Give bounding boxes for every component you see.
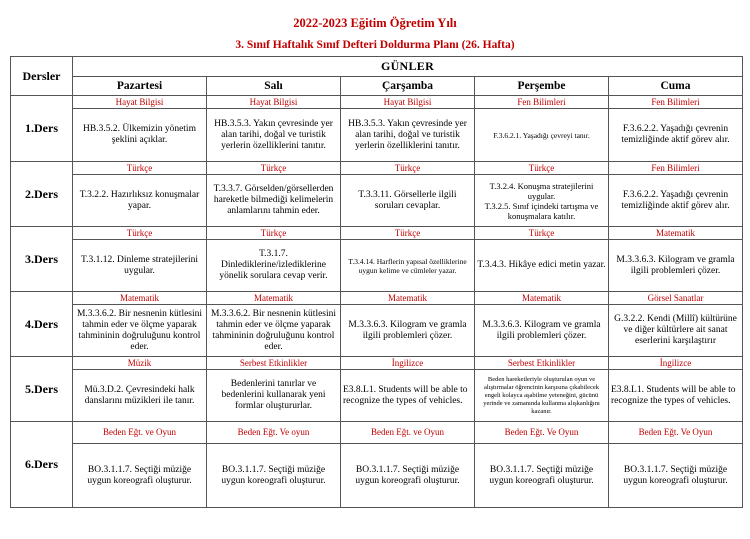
subject-label: Matematik: [207, 292, 341, 305]
lesson-label: 3.Ders: [11, 227, 73, 292]
subject-label: Serbest Etkinlikler: [475, 357, 609, 370]
lesson-label: 4.Ders: [11, 292, 73, 357]
lessons-header: Dersler: [11, 57, 73, 96]
outcome-text: E3.8.L1. Students will be able to recognize the types of vehicles.: [341, 370, 475, 422]
subject-label: Hayat Bilgisi: [207, 96, 341, 109]
subject-label: Beden Eğt. ve Oyun: [341, 422, 475, 444]
subject-label: İngilizce: [609, 357, 743, 370]
subject-label: Türkçe: [73, 162, 207, 175]
outcome-text: T.3.3.11. Görsellerle ilgili soruları cevaplar.: [341, 175, 475, 227]
outcome-text: F.3.6.2.2. Yaşadığı çevrenin temizliğinde aktif görev alır.: [609, 175, 743, 227]
outcome-text: M.3.3.6.2. Bir nesnenin kütlesini tahmin eder ve ölçme yaparak tahmininin doğruluğunu kontrol eder.: [73, 305, 207, 357]
subject-label: Matematik: [475, 292, 609, 305]
day-header-monday: Pazartesi: [73, 77, 207, 96]
outcome-text: Beden hareketleriyle oluşturulan oyun ve alıştırmalar öğrencinin karşısına çıkabilecek engeli kolayca aşabilme yeteneğini, gücünü yerinde ve zamanında kullanma alışkanlığını kazanır.: [475, 370, 609, 422]
days-header: GÜNLER: [73, 57, 743, 77]
subject-label: Serbest Etkinlikler: [207, 357, 341, 370]
day-header-tuesday: Salı: [207, 77, 341, 96]
document-subtitle: 3. Sınıf Haftalık Sınıf Defteri Doldurma Planı (26. Hafta): [235, 39, 515, 51]
subject-label: Matematik: [341, 292, 475, 305]
outcome-text: Bedenlerini tanırlar ve bedenlerini kullanarak yeni formlar oluştururlar.: [207, 370, 341, 422]
subject-label: Fen Bilimleri: [475, 96, 609, 109]
subject-label: Türkçe: [207, 227, 341, 240]
outcome-text: T.3.4.14. Harflerin yapısal özelliklerine uygun kelime ve cümleler yazar.: [341, 240, 475, 292]
outcome-text: Mü.3.D.2. Çevresindeki halk danslarını müzikleri ile tanır.: [73, 370, 207, 422]
outcome-text: BO.3.1.1.7. Seçtiği müziğe uygun koreografi oluşturur.: [475, 444, 609, 508]
day-header-friday: Cuma: [609, 77, 743, 96]
subject-label: Türkçe: [475, 162, 609, 175]
subject-label: Türkçe: [475, 227, 609, 240]
outcome-text: BO.3.1.1.7. Seçtiği müziğe uygun koreografi oluşturur.: [609, 444, 743, 508]
document-title: 2022-2023 Eğitim Öğretim Yılı: [293, 16, 457, 30]
subject-label: Türkçe: [341, 227, 475, 240]
weekly-plan-table: [10, 56, 743, 508]
outcome-text: F.3.6.2.1. Yaşadığı çevreyi tanır.: [475, 109, 609, 162]
day-header-wednesday: Çarşamba: [341, 77, 475, 96]
day-header-thursday: Perşembe: [475, 77, 609, 96]
outcome-text: E3.8.L1. Students will be able to recognize the types of vehicles.: [609, 370, 743, 422]
subject-label: Türkçe: [73, 227, 207, 240]
outcome-text: T.3.2.4. Konuşma stratejilerini uygular. T.3.2.5. Sınıf içindeki tartışma ve konuşmalara katılır.: [475, 175, 609, 227]
subject-label: Hayat Bilgisi: [341, 96, 475, 109]
outcome-text: M.3.3.6.3. Kilogram ve gramla ilgili problemleri çözer.: [475, 305, 609, 357]
subject-label: Türkçe: [341, 162, 475, 175]
outcome-text: BO.3.1.1.7. Seçtiği müziğe uygun koreografi oluşturur.: [73, 444, 207, 508]
outcome-text: T.3.4.3. Hikâye edici metin yazar.: [475, 240, 609, 292]
outcome-text: HB.3.5.3. Yakın çevresinde yer alan tarihi, doğal ve turistik yerlerin özelliklerini tanıtır.: [341, 109, 475, 162]
outcome-text: F.3.6.2.2. Yaşadığı çevrenin temizliğinde aktif görev alır.: [609, 109, 743, 162]
outcome-text: G.3.2.2. Kendi (Millî) kültürüne ve diğer kültürlere ait sanat eserlerini karşılaştırır: [609, 305, 743, 357]
outcome-text: T.3.1.7. Dinlediklerine/izlediklerine yönelik sorulara cevap verir.: [207, 240, 341, 292]
subject-label: Beden Eğt. Ve oyun: [207, 422, 341, 444]
subject-label: Beden Eğt. ve Oyun: [73, 422, 207, 444]
outcome-text: M.3.3.6.3. Kilogram ve gramla ilgili problemleri çözer.: [609, 240, 743, 292]
subject-label: Beden Eğt. Ve Oyun: [475, 422, 609, 444]
subject-label: Beden Eğt. Ve Oyun: [609, 422, 743, 444]
outcome-text: HB.3.5.2. Ülkemizin yönetim şeklini açıklar.: [73, 109, 207, 162]
outcome-text: BO.3.1.1.7. Seçtiği müziğe uygun koreografi oluşturur.: [341, 444, 475, 508]
subject-label: Matematik: [609, 227, 743, 240]
outcome-text: M.3.3.6.2. Bir nesnenin kütlesini tahmin eder ve ölçme yaparak tahmininin doğruluğunu kontrol eder.: [207, 305, 341, 357]
subject-label: Hayat Bilgisi: [73, 96, 207, 109]
subject-label: Müzik: [73, 357, 207, 370]
subject-label: Fen Bilimleri: [609, 96, 743, 109]
subject-label: Türkçe: [207, 162, 341, 175]
outcome-text: T.3.2.2. Hazırlıksız konuşmalar yapar.: [73, 175, 207, 227]
lesson-label: 1.Ders: [11, 96, 73, 162]
lesson-label: 6.Ders: [11, 422, 73, 508]
lesson-label: 5.Ders: [11, 357, 73, 422]
subject-label: Matematik: [73, 292, 207, 305]
subject-label: İngilizce: [341, 357, 475, 370]
outcome-text: T.3.3.7. Görselden/görsellerden hareketle bilmediği kelimelerin anlamlarını tahmin eder.: [207, 175, 341, 227]
outcome-text: BO.3.1.1.7. Seçtiği müziğe uygun koreografi oluşturur.: [207, 444, 341, 508]
subject-label: Görsel Sanatlar: [609, 292, 743, 305]
lesson-label: 2.Ders: [11, 162, 73, 227]
outcome-text: HB.3.5.3. Yakın çevresinde yer alan tarihi, doğal ve turistik yerlerin özelliklerini tanıtır.: [207, 109, 341, 162]
outcome-text: T.3.1.12. Dinleme stratejilerini uygular.: [73, 240, 207, 292]
subject-label: Fen Bilimleri: [609, 162, 743, 175]
outcome-text: M.3.3.6.3. Kilogram ve gramla ilgili problemleri çözer.: [341, 305, 475, 357]
